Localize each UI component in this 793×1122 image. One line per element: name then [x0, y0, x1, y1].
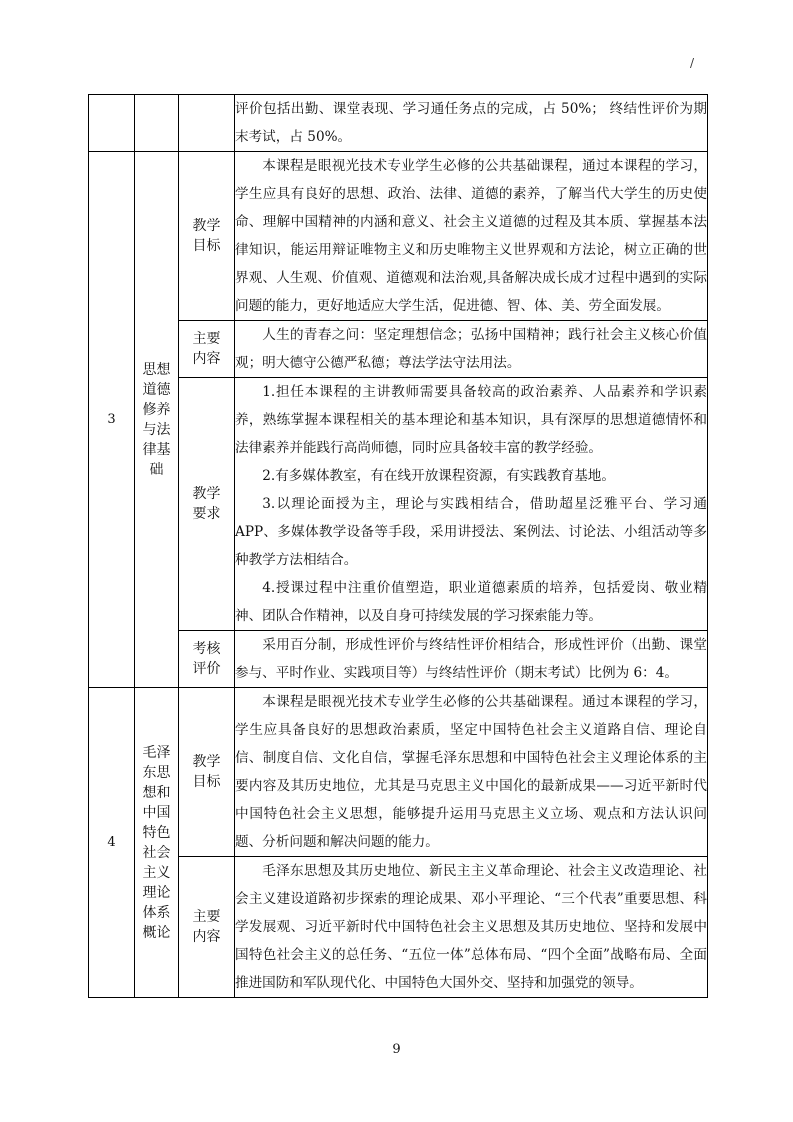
course-name [135, 152, 179, 688]
section-content [235, 631, 708, 688]
corner-mark: / [690, 56, 695, 70]
continuation-row [89, 95, 708, 152]
continuation-name-cell [135, 95, 179, 152]
paragraph: 采用百分制，形成性评价与终结性评价相结合，形成性评价（出勤、课堂参与、平时作业、实践项目等）与终结性评价（期末考试）比例为 6：4。 [235, 637, 707, 681]
course-3-requirements-row [89, 378, 708, 631]
section-content [235, 152, 708, 321]
section-label-cell [179, 857, 235, 998]
course-name-text: 毛泽东思想和中国特色社会主义理论体系概论 [142, 744, 171, 941]
section-label-cell [179, 378, 235, 631]
course-4-goals-row [89, 688, 708, 857]
course-name [135, 688, 179, 998]
continuation-content-cell [235, 95, 708, 152]
paragraph: 本课程是眼视光技术专业学生必修的公共基础课程，通过本课程的学习，学生应具有良好的思想、政治、法律、道德的素养，了解当代大学生的历史使命、理解中国精神的内涵和意义、社会主义道德的过程及其本质、掌握基本法律知识，能运用辩证唯物主义和历史唯物主义世界观和方法论，树立正确的世界观、人生观、价值观、道德观和法治观,具备解决成长成才过程中遇到的实际问题的能力，更好地适应大学生活，促进德、智、体、美、劳全面发展。 [235, 158, 707, 314]
section-label-cell [179, 631, 235, 688]
paragraph: 人生的青春之问：坚定理想信念；弘扬中国精神；践行社会主义核心价值观；明大德守公德严私德；尊法学法守法用法。 [235, 327, 707, 371]
paragraph: 毛泽东思想及其历史地位、新民主主义革命理论、社会主义改造理论、社会主义建设道路初步探索的理论成果、邓小平理论、“三个代表”重要思想、科学发展观、习近平新时代中国特色社会主义思想及其历史地位、坚持和发展中国特色社会主义的总任务、“五位一体”总体布局、“四个全面”战略布局、全面推进国防和军队现代化、中国特色大国外交、坚持和加强党的领导。 [235, 863, 707, 991]
paragraph: 2.有多媒体教室，有在线开放课程资源，有实践教育基地。 [262, 468, 615, 484]
section-label-cell [179, 688, 235, 857]
paragraph: 4.授课过程中注重价值塑造，职业道德素质的培养，包括爱岗、敬业精神、团队合作精神，以及自身可持续发展的学习探索能力等。 [235, 580, 707, 624]
page-number: 9 [392, 1042, 401, 1057]
section-label: 教学要求 [192, 486, 221, 522]
section-content [235, 857, 708, 998]
course-3-assessment-row [89, 631, 708, 688]
continuation-number-cell [89, 95, 135, 152]
paragraph: 1.担任本课程的主讲教师需要具备较高的政治素养、人品素养和学识素养，熟练掌握本课程相关的基本理论和基本知识，具有深厚的思想道德情怀和法律素养并能践行高尚师德，同时应具备较丰富的教学经验。 [235, 384, 707, 456]
section-label: 主要内容 [192, 331, 221, 367]
section-content [235, 688, 708, 857]
section-label: 主要内容 [192, 909, 221, 945]
curriculum-table [88, 94, 708, 998]
section-label-cell [179, 321, 235, 378]
course-4-content-row [89, 857, 708, 998]
course-name-text: 思想道德修养与法律基础 [142, 361, 171, 478]
paragraph: 3.以理论面授为主，理论与实践相结合，借助超星泛雅平台、学习通APP、多媒体教学设备等手段，采用讲授法、案例法、讨论法、小组活动等多种教学方法相结合。 [235, 496, 707, 568]
section-label: 教学目标 [192, 218, 221, 254]
course-number: 4 [89, 688, 135, 998]
course-number: 3 [89, 152, 135, 688]
course-3-content-row [89, 321, 708, 378]
section-content [235, 321, 708, 378]
continuation-category-cell [179, 95, 235, 152]
paragraph: 本课程是眼视光技术专业学生必修的公共基础课程。通过本课程的学习，学生应具备良好的思想政治素质，坚定中国特色社会主义道路自信、理论自信、制度自信、文化自信，掌握毛泽东思想和中国特色社会主义理论体系的主要内容及其历史地位，尤其是马克思主义中国化的最新成果——习近平新时代中国特色社会主义思想，能够提升运用马克思主义立场、观点和方法认识问题、分析问题和解决问题的能力。 [235, 694, 707, 850]
continuation-text: 评价包括出勤、课堂表现、学习通任务点的完成，占 50%； 终结性评价为期末考试，占 50%。 [235, 101, 707, 145]
course-3-goals-row [89, 152, 708, 321]
section-label: 教学目标 [192, 754, 221, 790]
section-content [235, 378, 708, 631]
section-label: 考核评价 [192, 641, 221, 677]
section-label-cell [179, 152, 235, 321]
